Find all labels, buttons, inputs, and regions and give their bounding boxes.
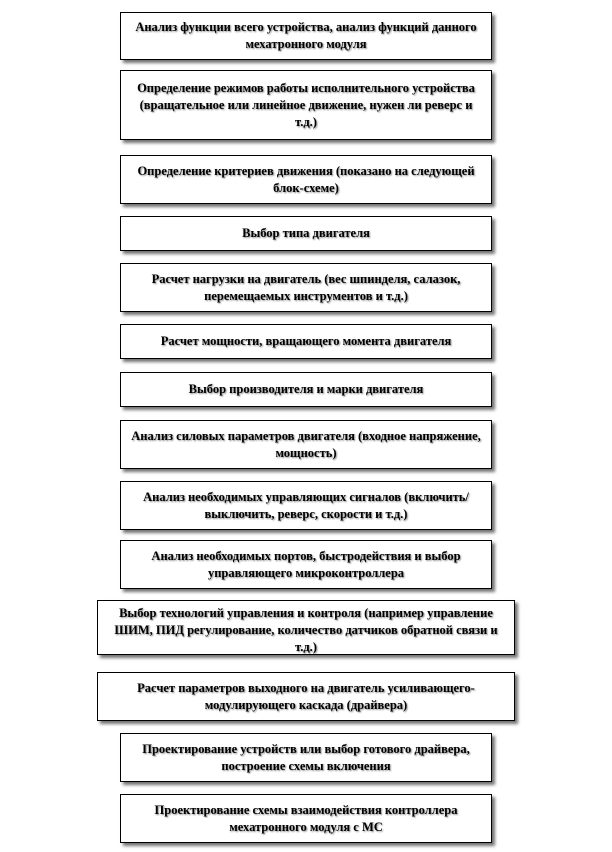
flow-step-label: Определение режимов работы исполнительного устройства (вращательное или линейное движение, нужен ли реверс и т.д.) [137, 80, 475, 129]
flow-step-operating-modes [120, 70, 492, 140]
flow-step-label: Проектирование схемы взаимодействия контроллера мехатронного модуля с МС [154, 802, 458, 834]
flow-step-label: Расчет параметров выходного на двигатель усиливающего- модулирующего каскада (драйвера) [137, 680, 475, 712]
flow-step-control-technology [97, 600, 515, 655]
flow-step-label: Определение критериев движения (показано на следующей блок-схеме) [137, 163, 475, 195]
flow-step-motor-type [120, 216, 492, 251]
flow-step-power-parameters [120, 420, 492, 469]
flow-step-control-signals [120, 481, 492, 530]
flow-step-label: Выбор технологий управления и контроля (например управление ШИМ, ПИД регулирование, количество датчиков обратной связи и т.д.) [114, 606, 498, 654]
flow-step-label: Анализ необходимых управляющих сигналов (включить/выключить, реверс, скорости и т.д.) [143, 489, 469, 521]
flow-step-label: Выбор производителя и марки двигателя [188, 382, 424, 396]
flow-step-label: Анализ необходимых портов, быстродействия и выбор управляющего микроконтроллера [151, 548, 461, 580]
flow-step-driver-design [120, 733, 492, 782]
flow-step-label: Расчет мощности, вращающего момента двигателя [160, 334, 452, 348]
flow-step-manufacturer [120, 372, 492, 407]
flow-step-label: Расчет нагрузки на двигатель (вес шпинделя, салазок, перемещаемых инструментов и т.д.) [151, 271, 461, 303]
flow-step-label: Выбор типа двигателя [242, 226, 370, 240]
flow-step-label: Проектирование устройств или выбор готового драйвера, построение схемы включения [142, 741, 470, 773]
flow-step-microcontroller [120, 540, 492, 589]
flow-step-function-analysis [120, 12, 492, 60]
flow-step-motion-criteria [120, 155, 492, 204]
flow-step-load-calculation [120, 263, 492, 312]
flow-step-label: Анализ силовых параметров двигателя (входное напряжение, мощность) [131, 428, 481, 460]
flow-step-driver-parameters [97, 672, 515, 721]
flow-step-label: Анализ функции всего устройства, анализ функций данного мехатронного модуля [135, 20, 477, 51]
flow-step-interaction-scheme [120, 794, 492, 843]
flow-step-power-torque [120, 324, 492, 359]
